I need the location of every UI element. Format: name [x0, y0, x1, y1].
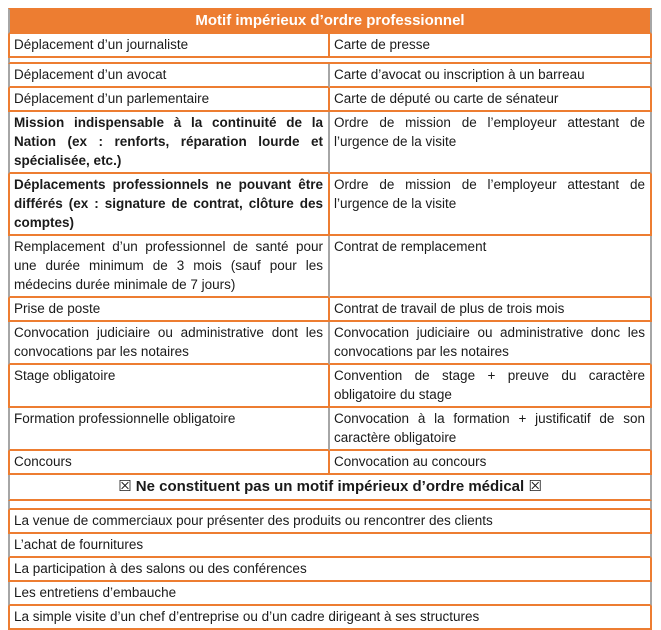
motif-cell: Prise de poste [8, 298, 330, 322]
motif-cell: Déplacements professionnels ne pouvant être différés (ex : signature de contrat, clôture des comptes) [8, 174, 330, 236]
justificatif-cell: Convention de stage + preuve du caractère obligatoire du stage [330, 365, 652, 408]
spacer-cell [8, 501, 652, 510]
table-row [8, 408, 652, 451]
table-row [8, 88, 652, 112]
justificatif-cell: Ordre de mission de l’employeur attestant de l’urgence de la visite [330, 112, 652, 174]
non-motif-row [8, 606, 652, 630]
row-spacer [8, 501, 652, 510]
section-title: ☒ Ne constituent pas un motif impérieux d’ordre médical ☒ [8, 475, 652, 501]
non-motif-row [8, 582, 652, 606]
justificatif-cell: Ordre de mission de l’employeur attestant de l’urgence de la visite [330, 174, 652, 236]
table-row [8, 34, 652, 58]
justificatif-cell: Convocation à la formation + justificatif de son caractère obligatoire [330, 408, 652, 451]
non-motif-row [8, 558, 652, 582]
motif-cell: Déplacement d’un journaliste [8, 34, 330, 58]
non-motif-cell: L’achat de fournitures [8, 534, 652, 558]
justificatif-cell: Convocation au concours [330, 451, 652, 475]
motif-cell: Stage obligatoire [8, 365, 330, 408]
non-motif-row [8, 534, 652, 558]
motif-cell: Convocation judiciaire ou administrative dont les convocations par les notaires [8, 322, 330, 365]
motif-cell: Formation professionnelle obligatoire [8, 408, 330, 451]
motif-cell: Déplacement d’un parlementaire [8, 88, 330, 112]
table-row [8, 112, 652, 174]
justificatif-cell: Convocation judiciaire ou administrative donc les convocations par les notaires [330, 322, 652, 365]
table-title: Motif impérieux d’ordre professionnel [8, 8, 652, 34]
motif-cell: Remplacement d’un professionnel de santé pour une durée minimum de 3 mois (sauf pour les médecins durée minimale de 7 jours) [8, 236, 330, 298]
motifs-table [8, 8, 652, 630]
table-row [8, 298, 652, 322]
table-row [8, 451, 652, 475]
table-row [8, 365, 652, 408]
non-motif-row [8, 510, 652, 534]
non-motif-cell: La venue de commerciaux pour présenter des produits ou rencontrer des clients [8, 510, 652, 534]
non-motif-cell: La participation à des salons ou des conférences [8, 558, 652, 582]
table-row [8, 322, 652, 365]
justificatif-cell: Contrat de remplacement [330, 236, 652, 298]
justificatif-cell: Carte de presse [330, 34, 652, 58]
justificatif-cell: Contrat de travail de plus de trois mois [330, 298, 652, 322]
table-row [8, 64, 652, 88]
table-row [8, 174, 652, 236]
non-motif-cell: La simple visite d’un chef d’entreprise ou d’un cadre dirigeant à ses structures [8, 606, 652, 630]
justificatif-cell: Carte de député ou carte de sénateur [330, 88, 652, 112]
motif-cell: Concours [8, 451, 330, 475]
motif-cell: Mission indispensable à la continuité de la Nation (ex : renforts, réparation lourde et spécialisée, etc.) [8, 112, 330, 174]
table-header-row [8, 8, 652, 34]
motif-cell: Déplacement d’un avocat [8, 64, 330, 88]
non-motif-cell: Les entretiens d’embauche [8, 582, 652, 606]
table-row [8, 236, 652, 298]
justificatif-cell: Carte d’avocat ou inscription à un barreau [330, 64, 652, 88]
section-heading-row [8, 475, 652, 501]
